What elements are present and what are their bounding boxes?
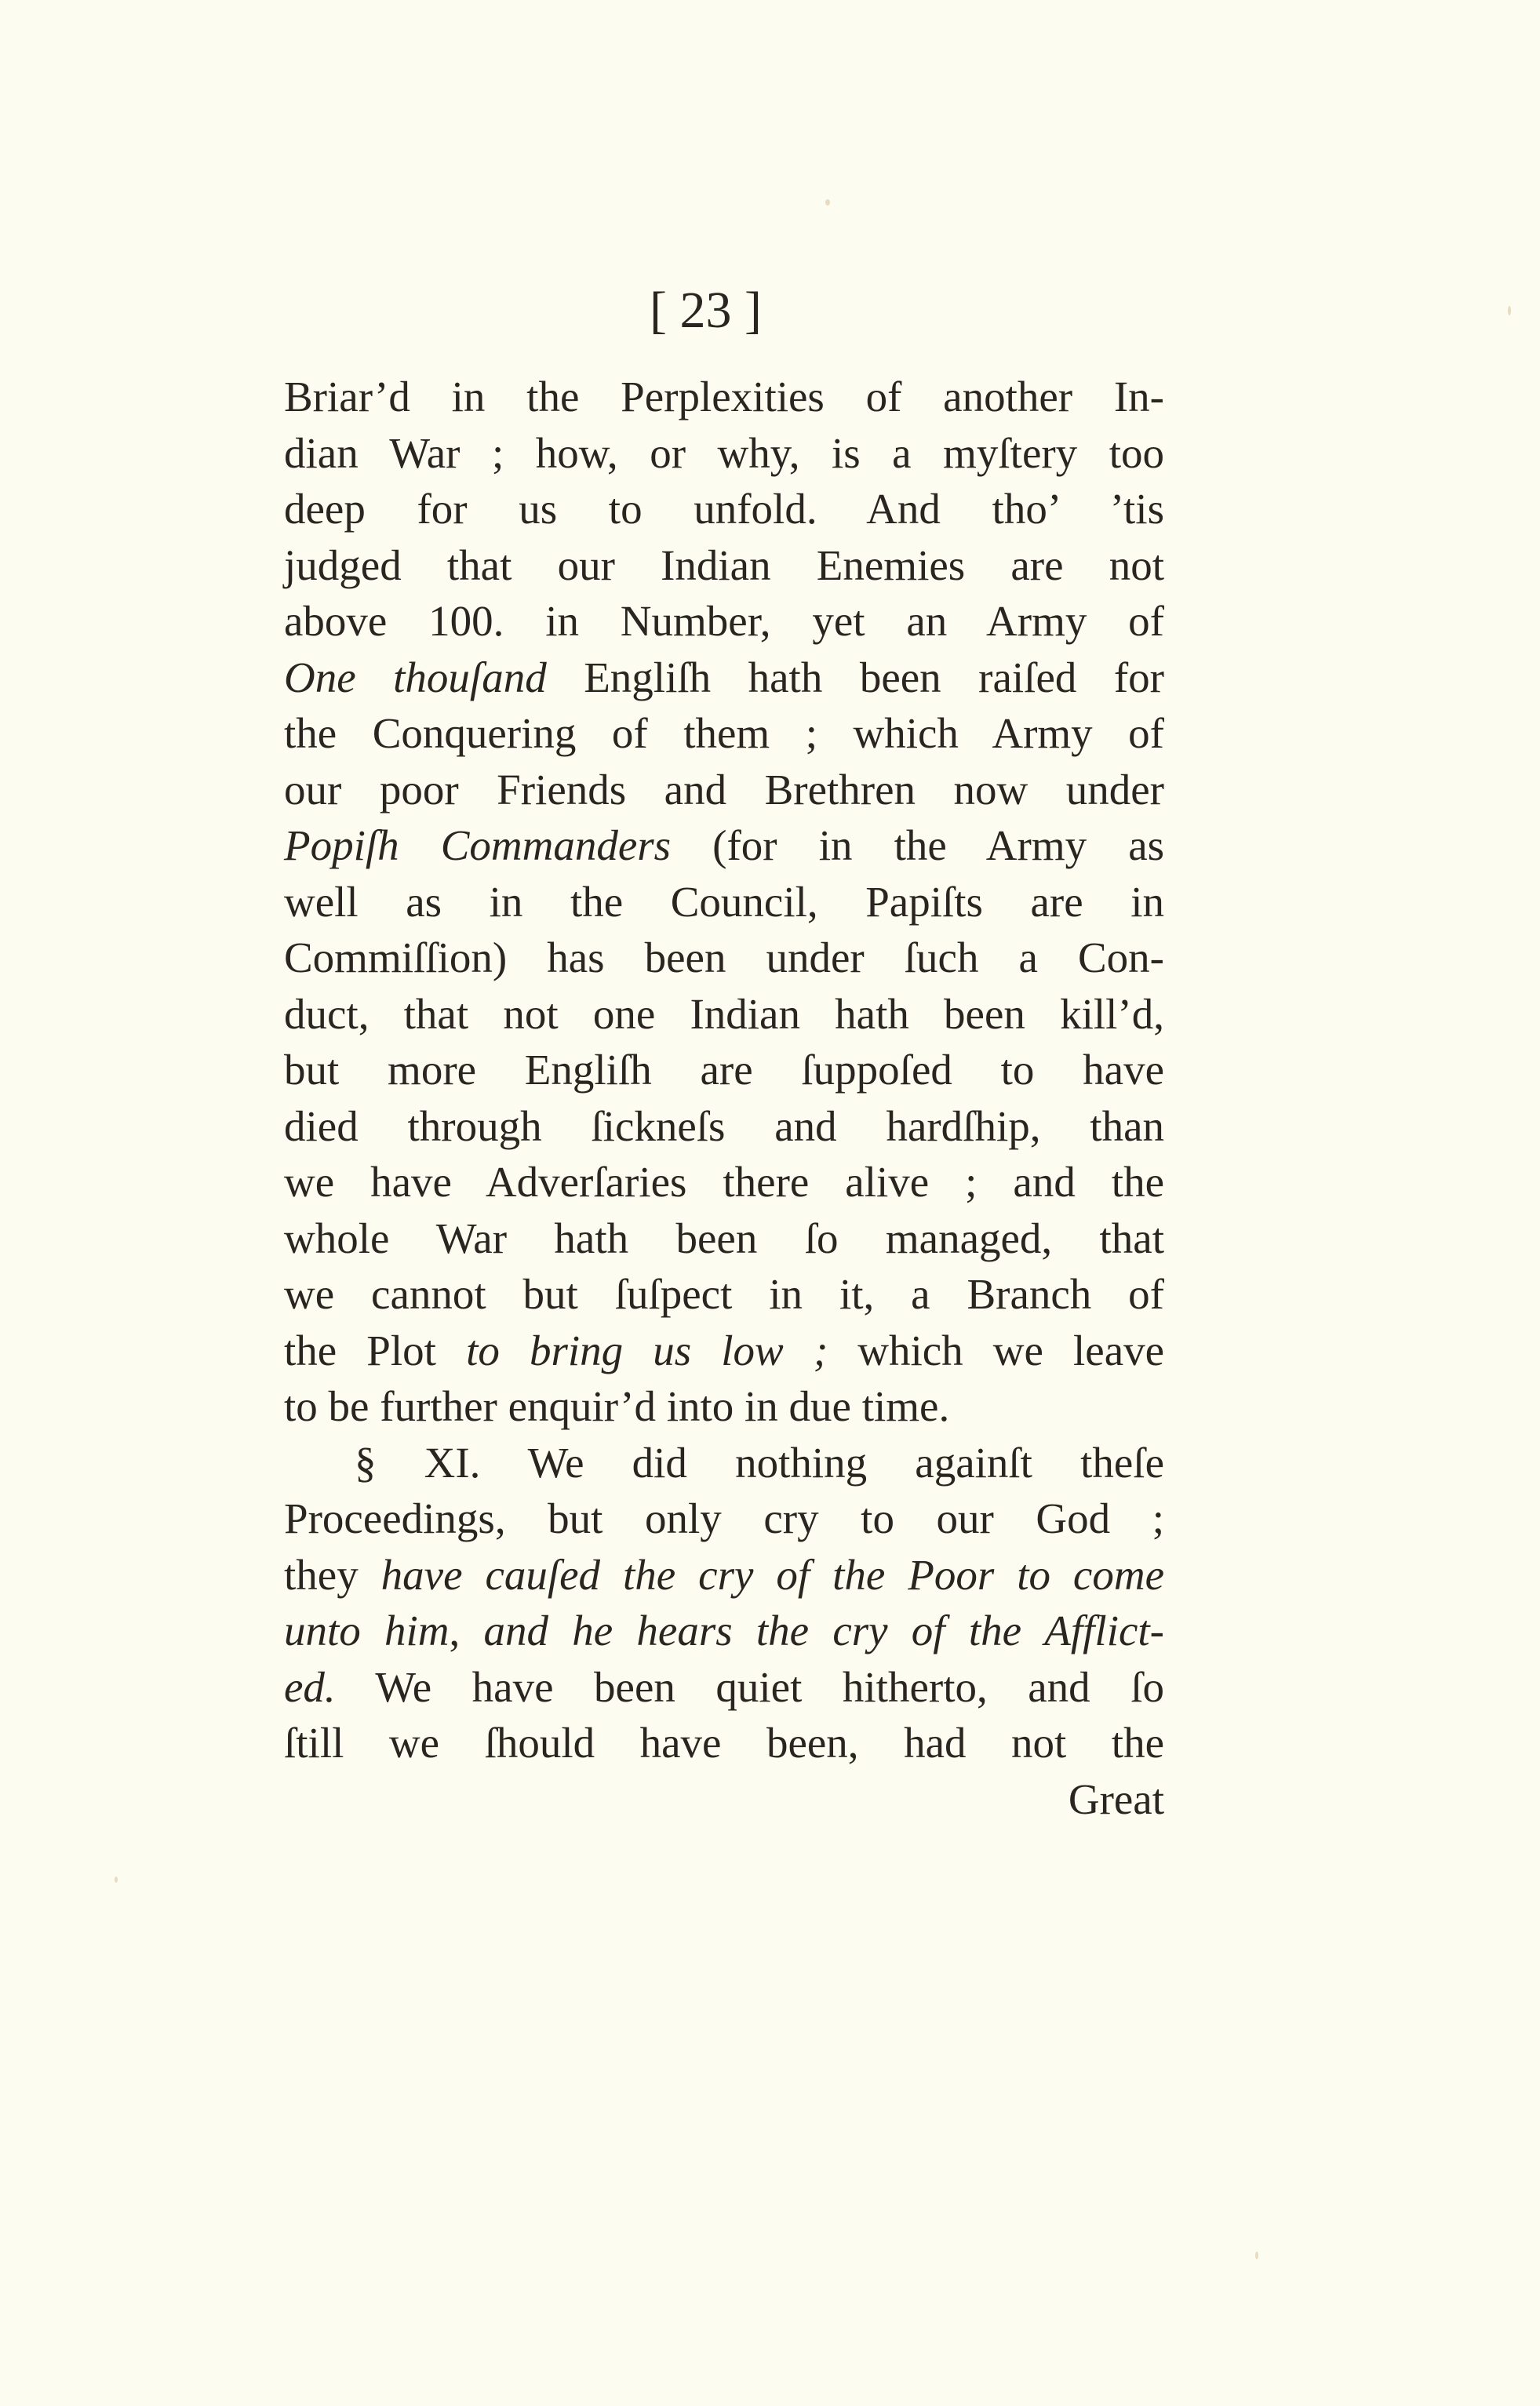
text-line: [284, 762, 1164, 818]
text-line: [284, 1210, 1164, 1267]
text-line: [284, 1042, 1164, 1098]
text-run: Great: [1068, 1774, 1164, 1823]
italic-text: ed.: [284, 1662, 336, 1711]
text-run: ſtill we ſhould have been, had not the: [284, 1719, 1164, 1767]
text-line: [284, 1491, 1164, 1547]
text-run: duct, that not one Indian hath been kill’d,: [284, 989, 1164, 1038]
text-run: dian War ; how, or why, is a myſtery too: [284, 428, 1164, 477]
italic-text: Popiſh Commanders: [284, 821, 672, 869]
text-line: [284, 1771, 1164, 1828]
text-line: [284, 817, 1164, 874]
text-line: [284, 1659, 1164, 1716]
italic-text: have cauſed the cry of the Poor to come: [380, 1550, 1164, 1599]
text-run: deep for us to unfold. And tho’ ’tis: [284, 485, 1164, 533]
text-run: which we leave: [828, 1326, 1165, 1374]
body-text: [284, 369, 1164, 1827]
text-run: our poor Friends and Brethren now under: [284, 765, 1164, 814]
italic-text: and he hears the cry of the Afflict-: [483, 1607, 1165, 1654]
text-run: the Conquering of them ; which Army of: [284, 709, 1164, 757]
text-line: [284, 705, 1164, 762]
page-number-text: [ 23 ]: [650, 282, 762, 339]
text-line: [284, 1603, 1164, 1659]
paper-speck: [1255, 2251, 1258, 2259]
paper-speck: [825, 199, 830, 206]
text-run: Proceedings, but only cry to our God ;: [284, 1494, 1164, 1542]
text-line: [284, 369, 1164, 425]
text-run: we cannot but ſuſpect in it, a Branch of: [284, 1270, 1164, 1318]
text-run: Engliſh hath been raiſed for: [546, 653, 1164, 701]
paper-speck: [115, 1876, 118, 1883]
text-run: they: [284, 1550, 381, 1599]
text-line: [284, 537, 1164, 594]
text-run: Briar’d in the Perplexities of another In-: [284, 373, 1164, 420]
text-line: [284, 1435, 1164, 1491]
text-line: [284, 650, 1164, 706]
text-line: [284, 986, 1164, 1043]
text-line: [284, 593, 1164, 650]
text-run: We have been quiet hitherto, and ſo: [335, 1662, 1164, 1711]
text-run: (for in the Army as: [671, 821, 1165, 869]
text-run: the Plot: [284, 1326, 467, 1374]
text-line: [284, 1715, 1164, 1771]
text-run: but more Engliſh are ſuppoſed to have: [284, 1046, 1164, 1094]
paper-speck: [1508, 306, 1511, 315]
text-run: well as in the Council, Papiſts are in: [284, 877, 1164, 926]
text-run: judged that our Indian Enemies are not: [284, 541, 1164, 589]
text-line: [284, 874, 1164, 930]
text-line: [284, 930, 1164, 986]
text-run: ,: [449, 1607, 484, 1654]
text-run: to be further enquir’d into in due time.: [284, 1382, 950, 1430]
text-line: [284, 1266, 1164, 1323]
italic-text: One thouſand: [284, 653, 547, 701]
text-line: [284, 1547, 1164, 1603]
text-line: [284, 425, 1164, 482]
text-run: Commiſſion) has been under ſuch a Con-: [284, 934, 1164, 981]
text-line: [284, 1378, 1164, 1435]
text-line: [284, 1154, 1164, 1210]
text-run: above 100. in Number, yet an Army of: [284, 597, 1164, 645]
text-run: we have Adverſaries there alive ; and the: [284, 1158, 1164, 1206]
text-run: whole War hath been ſo managed, that: [284, 1214, 1164, 1262]
text-line: [284, 481, 1164, 537]
text-run: § XI. We did nothing againſt theſe: [355, 1438, 1164, 1487]
text-run: died through ſickneſs and hardſhip, than: [284, 1101, 1164, 1150]
text-line: [284, 1098, 1164, 1155]
italic-text: unto him: [284, 1607, 450, 1654]
italic-text: to bring us low ;: [466, 1326, 828, 1374]
text-line: [284, 1323, 1164, 1379]
